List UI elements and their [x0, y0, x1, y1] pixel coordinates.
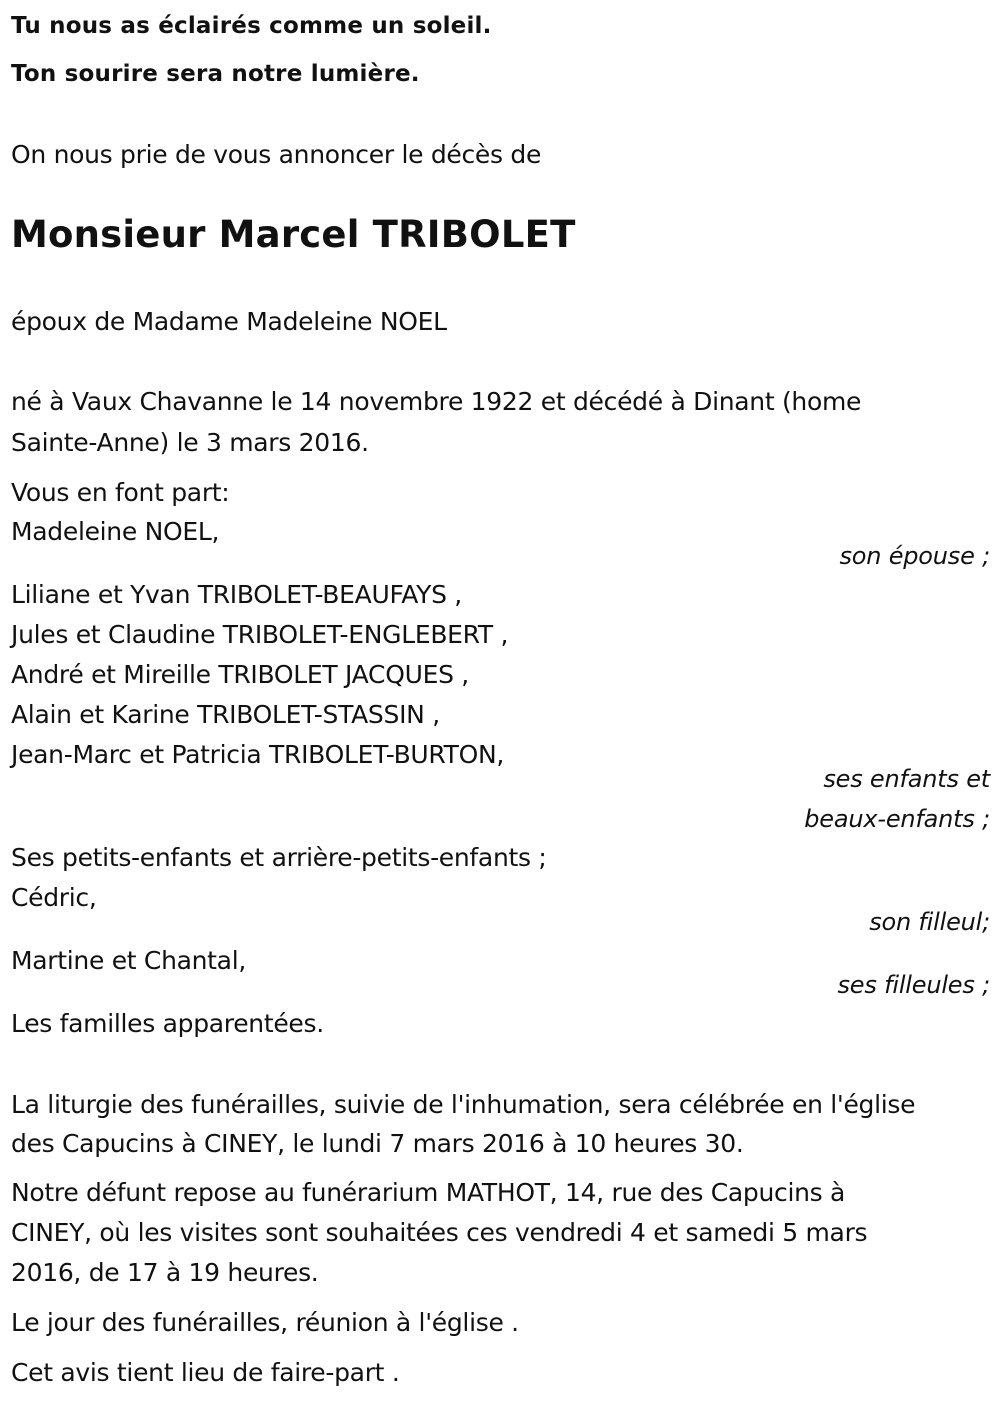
notice-line: Cet avis tient lieu de faire-part .: [11, 1358, 400, 1387]
child-line: André et Mireille TRIBOLET JACQUES ,: [11, 660, 469, 689]
funerarium-line-1: Notre défunt repose au funérarium MATHOT, 14, rue des Capucins à: [11, 1178, 846, 1207]
liturgy-line-1: La liturgie des funérailles, suivie de l'inhumation, sera célébrée en l'église: [11, 1090, 916, 1119]
godson-role: son filleul;: [869, 908, 990, 936]
family-intro: Vous en font part:: [11, 478, 230, 507]
birth-death-line-2: Sainte-Anne) le 3 mars 2016.: [11, 428, 369, 457]
meeting-line: Le jour des funérailles, réunion à l'église .: [11, 1308, 519, 1337]
children-role-line-2: beaux-enfants ;: [804, 805, 990, 833]
birth-death-line-1: né à Vaux Chavanne le 14 novembre 1922 et décédé à Dinant (home: [11, 387, 862, 416]
children-role-line-1: ses enfants et: [823, 765, 990, 793]
epigraph-line-1: Tu nous as éclairés comme un soleil.: [11, 13, 492, 39]
funerarium-line-2: CINEY, où les visites sont souhaitées ces vendredi 4 et samedi 5 mars: [11, 1218, 868, 1247]
liturgy-line-2: des Capucins à CINEY, le lundi 7 mars 2016 à 10 heures 30.: [11, 1129, 744, 1158]
announcement-intro: On nous prie de vous annoncer le décès de: [11, 140, 542, 169]
grandchildren-line: Ses petits-enfants et arrière-petits-enfants ;: [11, 843, 547, 872]
deceased-name: Monsieur Marcel TRIBOLET: [11, 213, 576, 256]
goddaughters-role: ses filleules ;: [837, 971, 990, 999]
spouse-line: époux de Madame Madeleine NOEL: [11, 307, 447, 336]
child-line: Jules et Claudine TRIBOLET-ENGLEBERT ,: [11, 620, 509, 649]
spouse-name: Madeleine NOEL,: [11, 517, 220, 546]
child-line: Liliane et Yvan TRIBOLET-BEAUFAYS ,: [11, 580, 462, 609]
funerarium-line-3: 2016, de 17 à 19 heures.: [11, 1258, 319, 1287]
relatives-line: Les familles apparentées.: [11, 1009, 324, 1038]
child-line: Jean-Marc et Patricia TRIBOLET-BURTON,: [11, 740, 505, 769]
child-line: Alain et Karine TRIBOLET-STASSIN ,: [11, 700, 440, 729]
goddaughters-name: Martine et Chantal,: [11, 946, 246, 975]
spouse-role: son épouse ;: [839, 542, 990, 570]
epigraph-line-2: Ton sourire sera notre lumière.: [11, 61, 420, 87]
godson-name: Cédric,: [11, 883, 97, 912]
